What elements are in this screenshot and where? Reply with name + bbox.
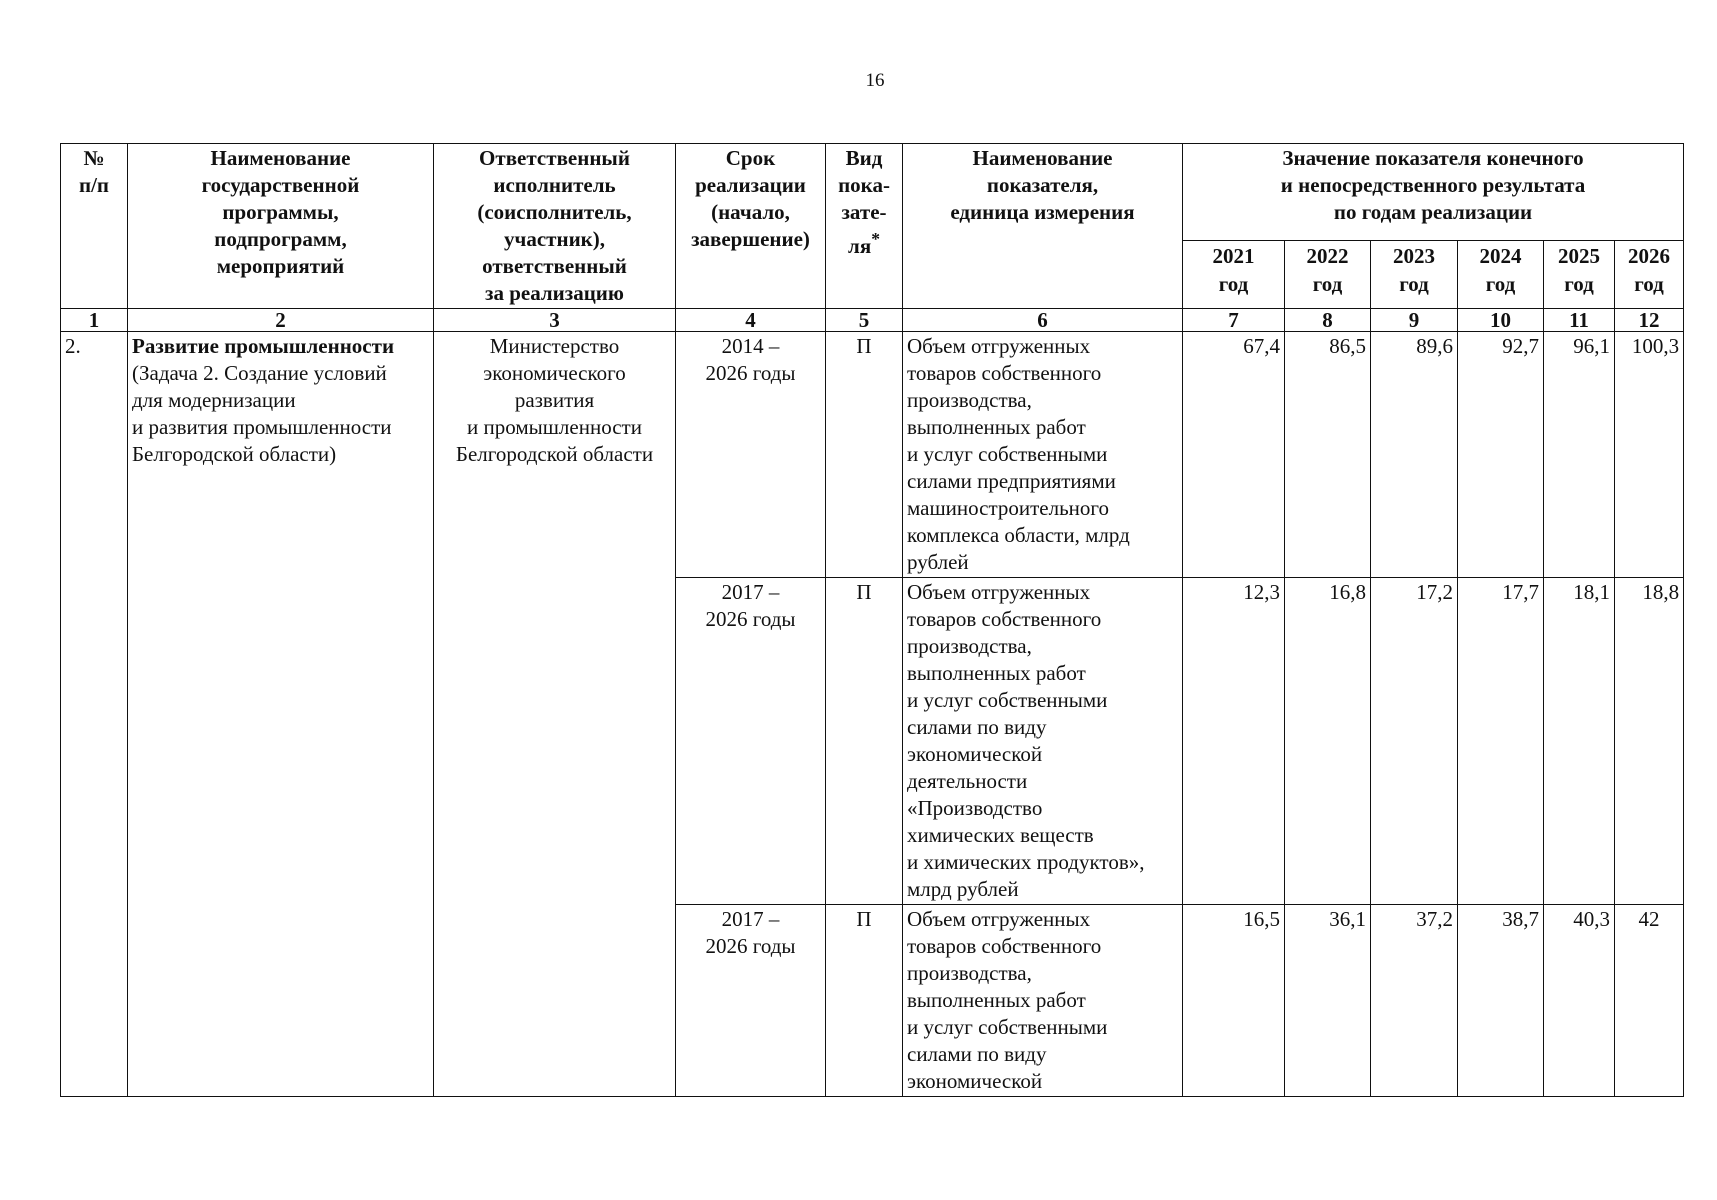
value-2023: 89,6 bbox=[1371, 332, 1458, 578]
header-program-name: Наименование государственной программы, подпрограмм, мероприятий bbox=[128, 144, 434, 309]
table-row bbox=[61, 332, 1684, 578]
header-executor: Ответственный исполнитель (соисполнитель, участник), ответственный за реализацию bbox=[434, 144, 676, 309]
value-2025: 40,3 bbox=[1544, 905, 1615, 1097]
value-2023: 37,2 bbox=[1371, 905, 1458, 1097]
indicator-name: Объем отгруженных товаров собственного производства, выполненных работ и услуг собственными силами по виду экономической деятельности «Производство химических веществ и химических продуктов», млрд рублей bbox=[903, 578, 1183, 905]
value-2024: 17,7 bbox=[1458, 578, 1544, 905]
header-year: 2022 год bbox=[1285, 240, 1371, 308]
value-2026: 18,8 bbox=[1615, 578, 1684, 905]
column-number: 6 bbox=[903, 309, 1183, 332]
column-number: 10 bbox=[1458, 309, 1544, 332]
value-2021: 67,4 bbox=[1183, 332, 1285, 578]
column-number: 2 bbox=[128, 309, 434, 332]
value-2026: 100,3 bbox=[1615, 332, 1684, 578]
column-number: 4 bbox=[676, 309, 826, 332]
header-period: Срок реализации (начало, завершение) bbox=[676, 144, 826, 309]
item-number: 2. bbox=[61, 332, 128, 1097]
program-title: Развитие промышленности bbox=[132, 334, 395, 358]
column-number-row bbox=[61, 309, 1684, 332]
header-number: № п/п bbox=[61, 144, 128, 309]
header-year: 2021 год bbox=[1183, 240, 1285, 308]
column-number: 8 bbox=[1285, 309, 1371, 332]
column-number: 1 bbox=[61, 309, 128, 332]
period-cell: 2014 – 2026 годы bbox=[676, 332, 826, 578]
period-cell: 2017 – 2026 годы bbox=[676, 905, 826, 1097]
period-cell: 2017 – 2026 годы bbox=[676, 578, 826, 905]
column-number: 12 bbox=[1615, 309, 1684, 332]
indicator-type: П bbox=[826, 578, 903, 905]
value-2022: 16,8 bbox=[1285, 578, 1371, 905]
header-year: 2023 год bbox=[1371, 240, 1458, 308]
column-number: 5 bbox=[826, 309, 903, 332]
indicator-type: П bbox=[826, 905, 903, 1097]
column-number: 7 bbox=[1183, 309, 1285, 332]
value-2025: 18,1 bbox=[1544, 578, 1615, 905]
header-row-top bbox=[61, 144, 1684, 241]
value-2022: 86,5 bbox=[1285, 332, 1371, 578]
executor-cell: Министерство экономического развития и промышленности Белгородской области bbox=[434, 332, 676, 1097]
page-number: 16 bbox=[865, 70, 885, 91]
header-year: 2025 год bbox=[1544, 240, 1615, 308]
indicator-name: Объем отгруженных товаров собственного производства, выполненных работ и услуг собственными силами по виду экономической bbox=[903, 905, 1183, 1097]
indicator-table bbox=[60, 143, 1684, 1097]
value-2022: 36,1 bbox=[1285, 905, 1371, 1097]
value-2021: 16,5 bbox=[1183, 905, 1285, 1097]
column-number: 3 bbox=[434, 309, 676, 332]
header-year: 2026 год bbox=[1615, 240, 1684, 308]
value-2023: 17,2 bbox=[1371, 578, 1458, 905]
value-2026: 42 bbox=[1615, 905, 1684, 1097]
column-number: 9 bbox=[1371, 309, 1458, 332]
header-values-group: Значение показателя конечного и непосредственного результата по годам реализации bbox=[1183, 144, 1684, 241]
value-2021: 12,3 bbox=[1183, 578, 1285, 905]
header-indicator-name: Наименование показателя, единица измерения bbox=[903, 144, 1183, 309]
program-cell: Развитие промышленности (Задача 2. Создание условий для модернизации и развития промышленности Белгородской области) bbox=[128, 332, 434, 1097]
header-indicator-type: Вид пока- зате- ля* bbox=[826, 144, 903, 309]
indicator-name: Объем отгруженных товаров собственного производства, выполненных работ и услуг собственными силами предприятиями машиностроительного комплекса области, млрд рублей bbox=[903, 332, 1183, 578]
footnote-mark: * bbox=[871, 229, 880, 249]
value-2025: 96,1 bbox=[1544, 332, 1615, 578]
header-year: 2024 год bbox=[1458, 240, 1544, 308]
value-2024: 92,7 bbox=[1458, 332, 1544, 578]
column-number: 11 bbox=[1544, 309, 1615, 332]
value-2024: 38,7 bbox=[1458, 905, 1544, 1097]
indicator-type: П bbox=[826, 332, 903, 578]
